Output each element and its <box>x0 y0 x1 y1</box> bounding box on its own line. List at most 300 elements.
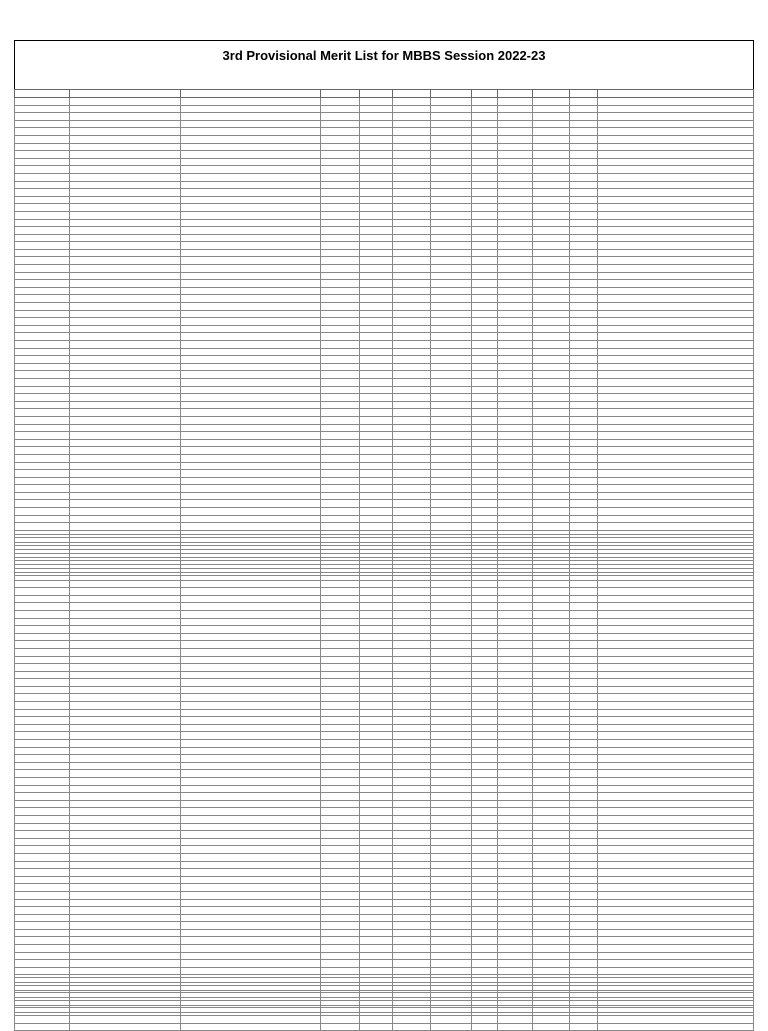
table-cell <box>430 280 471 288</box>
table-cell <box>570 439 598 447</box>
table-cell <box>498 656 533 664</box>
table-cell <box>498 922 533 930</box>
table-cell <box>359 869 392 877</box>
table-cell <box>570 641 598 649</box>
table-cell <box>570 626 598 634</box>
table-cell <box>471 401 498 409</box>
table-cell <box>498 492 533 500</box>
table-cell <box>320 823 359 831</box>
table-cell <box>70 793 181 801</box>
table-cell <box>430 477 471 485</box>
table-cell <box>320 333 359 341</box>
table-cell <box>533 515 570 523</box>
table-cell <box>597 884 753 892</box>
table-cell <box>597 641 753 649</box>
table-cell <box>15 595 70 603</box>
table-cell <box>533 287 570 295</box>
table-cell <box>392 978 430 986</box>
table-cell <box>392 656 430 664</box>
table-cell <box>471 325 498 333</box>
table-cell <box>15 386 70 394</box>
table-cell <box>181 462 321 470</box>
table-cell <box>15 572 70 580</box>
table-cell <box>70 724 181 732</box>
table-cell <box>471 603 498 611</box>
table-cell <box>392 1015 430 1023</box>
table-cell <box>70 876 181 884</box>
table-cell <box>533 565 570 573</box>
table-cell <box>181 967 321 975</box>
table-cell <box>533 219 570 227</box>
table-row <box>15 500 754 508</box>
table-cell <box>15 846 70 854</box>
table-cell <box>498 113 533 121</box>
table-cell <box>181 876 321 884</box>
table-cell <box>498 523 533 531</box>
table-row <box>15 626 754 634</box>
table-cell <box>570 1000 598 1008</box>
table-cell <box>181 929 321 937</box>
table-cell <box>471 891 498 899</box>
table-cell <box>430 113 471 121</box>
table-cell <box>70 929 181 937</box>
table-row <box>15 409 754 417</box>
table-cell <box>320 808 359 816</box>
table-cell <box>320 664 359 672</box>
table-row <box>15 861 754 869</box>
table-cell <box>597 702 753 710</box>
table-cell <box>597 694 753 702</box>
table-cell <box>359 105 392 113</box>
table-cell <box>570 603 598 611</box>
table-cell <box>359 447 392 455</box>
table-cell <box>430 356 471 364</box>
table-cell <box>359 196 392 204</box>
table-cell <box>181 1008 321 1016</box>
table-cell <box>70 967 181 975</box>
table-cell <box>15 447 70 455</box>
table-cell <box>181 173 321 181</box>
table-cell <box>498 1008 533 1016</box>
table-cell <box>359 303 392 311</box>
table-cell <box>359 755 392 763</box>
table-cell <box>471 709 498 717</box>
table-cell <box>320 618 359 626</box>
table-cell <box>533 914 570 922</box>
table-cell <box>430 310 471 318</box>
table-cell <box>320 732 359 740</box>
table-cell <box>570 310 598 318</box>
table-cell <box>498 724 533 732</box>
table-cell <box>15 580 70 588</box>
table-cell <box>471 166 498 174</box>
table-cell <box>533 778 570 786</box>
table-cell <box>498 295 533 303</box>
table-cell <box>498 869 533 877</box>
table-cell <box>498 557 533 565</box>
table-cell <box>70 401 181 409</box>
table-cell <box>392 310 430 318</box>
table-cell <box>430 348 471 356</box>
table-cell <box>533 815 570 823</box>
table-cell <box>471 907 498 915</box>
table-cell <box>597 432 753 440</box>
table-cell <box>498 907 533 915</box>
table-cell <box>359 838 392 846</box>
table-cell <box>471 595 498 603</box>
table-row <box>15 922 754 930</box>
table-cell <box>181 641 321 649</box>
table-cell <box>430 1000 471 1008</box>
table-cell <box>320 985 359 993</box>
table-cell <box>359 648 392 656</box>
table-cell <box>392 333 430 341</box>
table-cell <box>181 914 321 922</box>
table-cell <box>597 793 753 801</box>
table-cell <box>570 401 598 409</box>
table-block-2 <box>14 534 754 959</box>
table-cell <box>181 287 321 295</box>
table-cell <box>570 755 598 763</box>
table-cell <box>181 694 321 702</box>
table-cell <box>430 257 471 265</box>
table-cell <box>70 831 181 839</box>
table-cell <box>471 303 498 311</box>
table-cell <box>15 542 70 550</box>
table-row <box>15 717 754 725</box>
table-cell <box>359 641 392 649</box>
table-cell <box>570 219 598 227</box>
table-cell <box>597 257 753 265</box>
table-cell <box>430 709 471 717</box>
table-cell <box>392 565 430 573</box>
table-cell <box>70 333 181 341</box>
table-cell <box>471 416 498 424</box>
table-cell <box>597 686 753 694</box>
table-cell <box>15 861 70 869</box>
table-cell <box>70 500 181 508</box>
table-cell <box>320 515 359 523</box>
table-cell <box>498 166 533 174</box>
table-cell <box>498 242 533 250</box>
table-cell <box>471 257 498 265</box>
table-cell <box>359 310 392 318</box>
table-row <box>15 993 754 1001</box>
table-cell <box>498 732 533 740</box>
table-cell <box>70 151 181 159</box>
table-cell <box>570 295 598 303</box>
table-cell <box>392 318 430 326</box>
table-row <box>15 211 754 219</box>
table-cell <box>471 732 498 740</box>
table-row <box>15 432 754 440</box>
table-cell <box>392 151 430 159</box>
table-cell <box>15 869 70 877</box>
table-cell <box>181 618 321 626</box>
table-cell <box>570 952 598 960</box>
table-cell <box>320 447 359 455</box>
table-cell <box>320 778 359 786</box>
table-cell <box>320 318 359 326</box>
table-cell <box>70 98 181 106</box>
table-cell <box>570 1008 598 1016</box>
table-cell <box>181 371 321 379</box>
table-cell <box>430 588 471 596</box>
table-cell <box>471 523 498 531</box>
table-cell <box>533 588 570 596</box>
table-cell <box>320 325 359 333</box>
table-cell <box>359 492 392 500</box>
table-cell <box>570 633 598 641</box>
table-cell <box>570 922 598 930</box>
table-cell <box>15 785 70 793</box>
table-cell <box>359 363 392 371</box>
column-header <box>471 90 498 98</box>
table-cell <box>15 515 70 523</box>
table-cell <box>471 565 498 573</box>
table-cell <box>320 535 359 543</box>
table-cell <box>430 626 471 634</box>
table-cell <box>570 800 598 808</box>
table-cell <box>597 348 753 356</box>
table-cell <box>430 724 471 732</box>
table-cell <box>471 386 498 394</box>
table-cell <box>533 325 570 333</box>
table-cell <box>597 815 753 823</box>
table-cell <box>70 249 181 257</box>
table-cell <box>359 181 392 189</box>
table-cell <box>471 447 498 455</box>
table-cell <box>533 985 570 993</box>
table-cell <box>70 785 181 793</box>
table-cell <box>320 565 359 573</box>
table-cell <box>498 618 533 626</box>
table-cell <box>533 439 570 447</box>
table-cell <box>181 740 321 748</box>
table-cell <box>498 550 533 558</box>
table-cell <box>570 960 598 968</box>
table-cell <box>181 447 321 455</box>
table-cell <box>471 861 498 869</box>
table-row <box>15 295 754 303</box>
table-cell <box>70 800 181 808</box>
table-cell <box>392 831 430 839</box>
table-row <box>15 978 754 986</box>
table-cell <box>359 907 392 915</box>
table-cell <box>430 363 471 371</box>
table-cell <box>70 135 181 143</box>
table-cell <box>533 113 570 121</box>
table-row <box>15 310 754 318</box>
table-cell <box>430 181 471 189</box>
table-cell <box>70 899 181 907</box>
table-cell <box>570 1015 598 1023</box>
table-cell <box>320 257 359 265</box>
table-cell <box>15 310 70 318</box>
table-cell <box>498 265 533 273</box>
table-cell <box>597 595 753 603</box>
table-cell <box>570 432 598 440</box>
table-cell <box>392 143 430 151</box>
table-cell <box>70 1015 181 1023</box>
table-cell <box>359 401 392 409</box>
table-cell <box>15 815 70 823</box>
table-cell <box>597 500 753 508</box>
table-cell <box>430 371 471 379</box>
table-cell <box>392 732 430 740</box>
table-cell <box>320 595 359 603</box>
table-cell <box>597 861 753 869</box>
table-cell <box>471 462 498 470</box>
table-cell <box>597 1008 753 1016</box>
table-cell <box>70 603 181 611</box>
table-cell <box>533 378 570 386</box>
table-cell <box>70 158 181 166</box>
table-cell <box>597 386 753 394</box>
table-cell <box>430 686 471 694</box>
table-cell <box>597 603 753 611</box>
table-cell <box>498 454 533 462</box>
table-cell <box>471 173 498 181</box>
table-cell <box>498 249 533 257</box>
table-cell <box>498 462 533 470</box>
table-cell <box>430 580 471 588</box>
table-row <box>15 633 754 641</box>
column-header <box>533 90 570 98</box>
table-cell <box>570 664 598 672</box>
table-row <box>15 508 754 516</box>
table-cell <box>392 876 430 884</box>
table-cell <box>430 272 471 280</box>
table-cell <box>570 535 598 543</box>
table-cell <box>498 671 533 679</box>
table-cell <box>15 454 70 462</box>
table-cell <box>498 831 533 839</box>
table-cell <box>471 310 498 318</box>
table-cell <box>498 694 533 702</box>
table-cell <box>70 409 181 417</box>
table-cell <box>498 945 533 953</box>
table-cell <box>392 679 430 687</box>
table-cell <box>498 960 533 968</box>
table-cell <box>359 603 392 611</box>
table-cell <box>570 914 598 922</box>
table-row <box>15 454 754 462</box>
table-cell <box>471 508 498 516</box>
table-cell <box>498 204 533 212</box>
table-cell <box>597 151 753 159</box>
table-cell <box>471 120 498 128</box>
table-cell <box>597 838 753 846</box>
table-cell <box>498 173 533 181</box>
table-cell <box>533 401 570 409</box>
table-row <box>15 280 754 288</box>
table-cell <box>533 196 570 204</box>
table-cell <box>392 120 430 128</box>
table-cell <box>430 523 471 531</box>
table-cell <box>533 648 570 656</box>
table-cell <box>70 891 181 899</box>
table-cell <box>597 113 753 121</box>
table-cell <box>320 899 359 907</box>
table-cell <box>392 740 430 748</box>
table-cell <box>70 439 181 447</box>
table-cell <box>359 610 392 618</box>
table-cell <box>320 831 359 839</box>
table-cell <box>70 272 181 280</box>
table-cell <box>392 196 430 204</box>
table-cell <box>498 1015 533 1023</box>
table-cell <box>597 280 753 288</box>
table-cell <box>533 823 570 831</box>
table-row <box>15 572 754 580</box>
table-cell <box>533 432 570 440</box>
table-cell <box>70 470 181 478</box>
table-row <box>15 778 754 786</box>
table-cell <box>471 477 498 485</box>
table-cell <box>70 295 181 303</box>
table-cell <box>570 234 598 242</box>
table-row <box>15 181 754 189</box>
table-cell <box>70 1023 181 1031</box>
table-cell <box>430 770 471 778</box>
table-cell <box>181 1000 321 1008</box>
table-cell <box>15 808 70 816</box>
table-cell <box>471 588 498 596</box>
table-cell <box>392 325 430 333</box>
table-cell <box>359 318 392 326</box>
table-cell <box>533 348 570 356</box>
table-cell <box>181 985 321 993</box>
table-cell <box>533 492 570 500</box>
table-cell <box>533 641 570 649</box>
table-cell <box>359 694 392 702</box>
table-cell <box>498 861 533 869</box>
table-cell <box>392 633 430 641</box>
table-cell <box>498 120 533 128</box>
table-cell <box>533 907 570 915</box>
table-cell <box>430 869 471 877</box>
table-cell <box>533 861 570 869</box>
table-cell <box>392 914 430 922</box>
table-cell <box>533 542 570 550</box>
table-cell <box>359 409 392 417</box>
table-cell <box>181 952 321 960</box>
table-cell <box>570 211 598 219</box>
table-cell <box>597 785 753 793</box>
table-cell <box>597 580 753 588</box>
table-cell <box>597 462 753 470</box>
table-cell <box>359 356 392 364</box>
table-cell <box>181 664 321 672</box>
table-cell <box>570 378 598 386</box>
table-cell <box>430 318 471 326</box>
table-cell <box>570 189 598 197</box>
table-cell <box>181 838 321 846</box>
table-row <box>15 853 754 861</box>
table-cell <box>533 341 570 349</box>
table-cell <box>597 762 753 770</box>
table-cell <box>533 960 570 968</box>
table-cell <box>359 724 392 732</box>
table-cell <box>430 853 471 861</box>
table-cell <box>70 143 181 151</box>
table-cell <box>181 439 321 447</box>
table-cell <box>70 492 181 500</box>
table-cell <box>359 785 392 793</box>
table-cell <box>320 884 359 892</box>
table-cell <box>471 884 498 892</box>
